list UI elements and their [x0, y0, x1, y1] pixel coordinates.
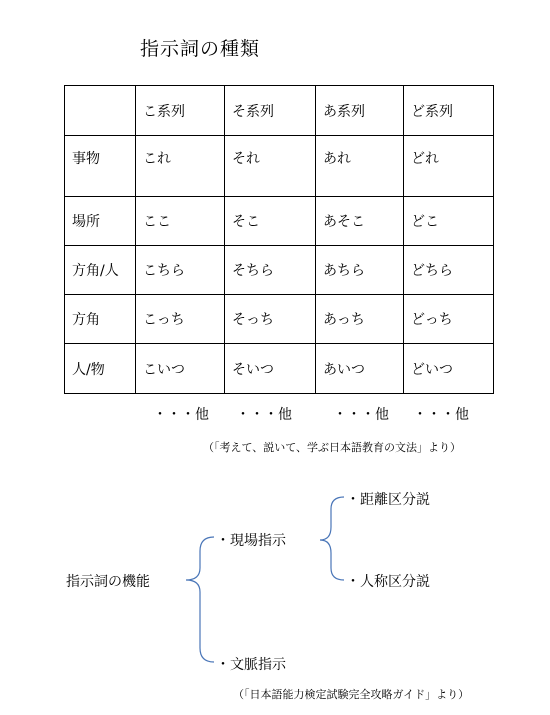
- diagram-node-genba: ・現場指示: [216, 533, 286, 549]
- diagram-node-ninsho: ・人称区分説: [346, 574, 430, 590]
- table-cell: どれ: [404, 136, 494, 197]
- table-cell: どこ: [404, 197, 494, 246]
- table-cell: どいつ: [404, 344, 494, 394]
- table-cell: こいつ: [136, 344, 225, 394]
- table-cell: 方角: [65, 295, 136, 344]
- table-header-cell: こ系列: [136, 86, 225, 136]
- table-cell: あっち: [316, 295, 404, 344]
- table-header-cell: そ系列: [225, 86, 316, 136]
- table-cell: ここ: [136, 197, 225, 246]
- source-citation: （「日本語能力検定試験完全攻略ガイド」より）: [233, 688, 470, 701]
- bracket-root: [186, 537, 214, 662]
- diagram-node-bunmyaku: ・文脈指示: [216, 657, 286, 673]
- diagram-node-kyori: ・距離区分説: [346, 492, 430, 508]
- table-cell: あちら: [316, 246, 404, 295]
- table-cell: こちら: [136, 246, 225, 295]
- table-cell: あいつ: [316, 344, 404, 394]
- table-cell: 方角/人: [65, 246, 136, 295]
- page-title: 指示詞の種類: [140, 38, 261, 60]
- table-header-cell: ど系列: [404, 86, 494, 136]
- diagram-root: 指示詞の機能: [66, 574, 150, 590]
- table-cell: あそこ: [316, 197, 404, 246]
- table-cell: どちら: [404, 246, 494, 295]
- table-header-cell: あ系列: [316, 86, 404, 136]
- table-cell: 場所: [65, 197, 136, 246]
- table-cell: 事物: [65, 136, 136, 197]
- table-cell: あれ: [316, 136, 404, 197]
- table-cell: そこ: [225, 197, 316, 246]
- table-cell: これ: [136, 136, 225, 197]
- source-citation: （「考えて、説いて、学ぶ日本語教育の文法」より）: [203, 441, 462, 454]
- others-note: ・・・他: [333, 407, 389, 423]
- table-cell: そいつ: [225, 344, 316, 394]
- table-cell: こっち: [136, 295, 225, 344]
- table-cell: そちら: [225, 246, 316, 295]
- table-cell: 人/物: [65, 344, 136, 394]
- table-cell: どっち: [404, 295, 494, 344]
- others-note: ・・・他: [413, 407, 469, 423]
- table-cell: そっち: [225, 295, 316, 344]
- others-note: ・・・他: [153, 407, 209, 423]
- others-note: ・・・他: [236, 407, 292, 423]
- bracket-genba: [320, 497, 344, 580]
- table-cell: それ: [225, 136, 316, 197]
